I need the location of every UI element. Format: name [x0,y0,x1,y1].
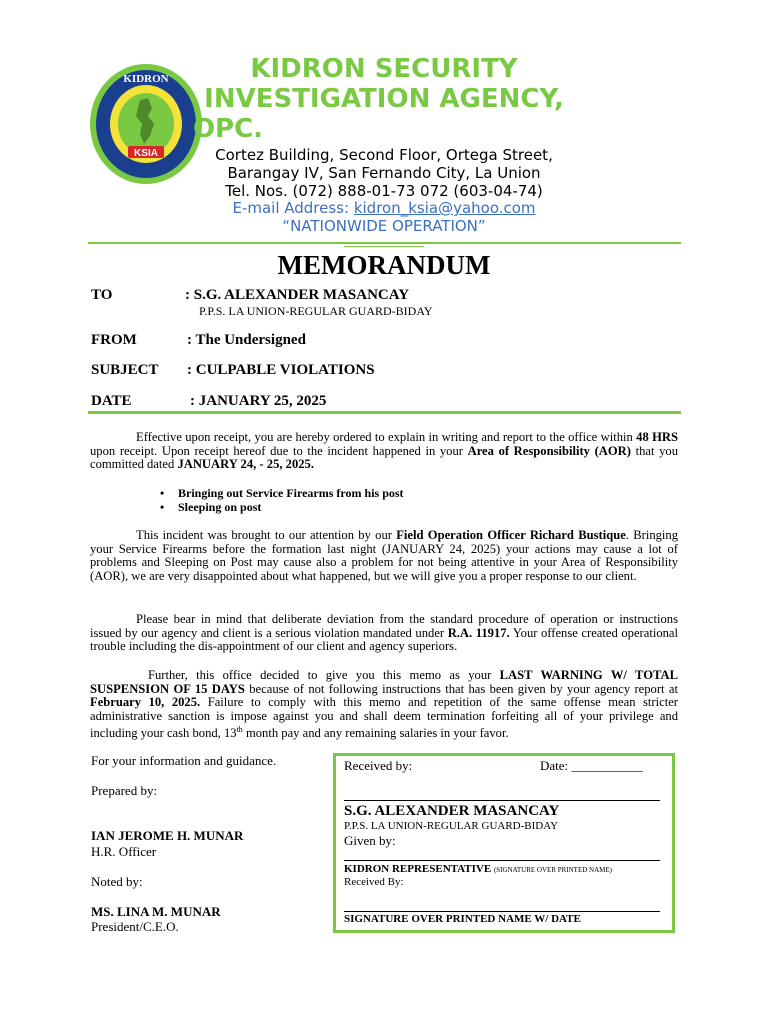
p2-text-c: . Bringing your Service Firearms before the formation last night (JANUARY 24, 2025) your actions may cause a lot of problems and Sleeping on Post may cause also a problem for not being attentive in your Area of Responsibility (AOR), we are very disappointed about what happened, but we will give you a proper response to our client. [90,528,679,583]
p4-sup: th [236,725,243,735]
noted-by-label: Noted by: [91,874,143,889]
header-divider-short [344,246,424,247]
prepared-by-label: Prepared by: [91,783,158,798]
p4-text-c: because of not following instructions that has been given by your agency report at [244,681,678,696]
paragraph-4 [90,669,678,741]
given-signature-line [344,860,660,861]
tagline: “NATIONWIDE OPERATION” [282,217,486,235]
receipt-name: S.G. ALEXANDER MASANCAY [344,803,560,819]
p4-text-a: Further, this office decided to give you this memo as your [148,668,500,682]
received-by2-label: Received By: [344,876,404,888]
p4-warning: LAST WARNING W/ TOTAL SUSPENSION OF 15 DAYS [90,668,678,696]
logo-badge-text: KSIA [134,148,158,159]
p2-text-a: This incident was brought to our attention by our [136,528,397,542]
info-line: For your information and guidance. [91,753,277,768]
p1-text-c: upon receipt. Upon receipt hereof due to the incident happened in your [90,443,468,458]
email-label: E-mail Address: [232,199,354,217]
receipt-post: P.P.S. LA UNION-REGULAR GUARD-BIDAY [344,820,559,832]
memo-header-divider [88,411,681,414]
ceo-title: President/C.E.O. [91,919,179,934]
telephone: Tel. Nos. (072) 888-01-73 072 (603-04-74) [225,182,543,200]
p3-law: R.A. 11917. [447,625,510,640]
email-link[interactable]: kidron_ksia@yahoo.com [353,199,536,217]
p1-text-a: Effective upon receipt, you are hereby ordered to explain in writing and report to the office within [136,430,637,444]
to-subtitle: P.P.S. LA UNION-REGULAR GUARD-BIDAY [199,304,433,318]
received-by-label: Received by: [344,758,413,773]
p2-officer: Field Operation Officer Richard Bustique [396,528,626,542]
p1-aor: Area of Responsibility (AOR) [467,443,631,458]
ceo-name: MS. LINA M. MUNAR [91,904,221,919]
p1-incident-date: JANUARY 24, - 25, 2025. [177,457,315,472]
date-label: DATE [91,393,132,409]
rep-note: (SIGNATURE OVER PRINTED NAME) [493,866,612,874]
p1-text-e: that you committed dated [90,443,678,472]
from-label: FROM [91,332,137,348]
header-divider [88,242,681,244]
p3-text-a: Please bear in mind that deliberate deviation from the standard procedure of operation or instructions issued by our agency and client is a serious violation mandated under [90,612,678,640]
p4-text-e: Failure to comply with this memo and repetition of the same offense mean stricter administrative sanction is impose against you and shall deem termination forfeiting all of your privilege and including your cash bond, 13 [90,695,678,741]
violation-item: • Bringing out Service Firearms from his post [160,486,660,500]
subject-value: : CULPABLE VIOLATIONS [187,362,375,378]
paragraph-2 [90,529,678,583]
received-signature-line [344,800,660,801]
paragraph-3 [90,613,678,654]
from-value: : The Undersigned [187,332,306,348]
logo-arc-top: KIDRON [123,73,169,85]
hr-officer-name: IAN JEROME H. MUNAR [91,828,244,843]
p1-deadline: 48 HRS [636,430,678,444]
email-line [0,199,768,217]
date-value: : JANUARY 25, 2025 [190,393,327,409]
agency-name-line1: KIDRON SECURITY [250,54,518,84]
rep-label: KIDRON REPRESENTATIVE [344,863,492,875]
final-signature-label: SIGNATURE OVER PRINTED NAME W/ DATE [344,913,581,925]
p4-report-date: February 10, 2025. [90,695,201,710]
agency-name-line2: INVESTIGATION AGENCY, [204,84,564,114]
final-signature-line [344,911,660,912]
p4-text-f: month pay and any remaining salaries in your favor. [242,726,509,741]
subject-label: SUBJECT [91,362,159,378]
address-line2: Barangay IV, San Fernando City, La Union [227,164,541,182]
agency-name-line3: OPC. [192,114,264,144]
paragraph-1 [90,431,678,472]
given-by-label: Given by: [344,833,396,848]
p3-text-c: Your offense created operational trouble including the dis-appointment of our client and agency superiors. [90,625,678,654]
to-label: TO [91,287,113,303]
violations-list [160,486,660,514]
violation-item: • Sleeping on post [160,500,660,514]
receipt-date-field[interactable]: Date: ___________ [540,758,643,773]
rep-line [344,863,612,875]
hr-officer-title: H.R. Officer [91,844,157,859]
to-value: : S.G. ALEXANDER MASANCAY [185,287,410,303]
address-line1: Cortez Building, Second Floor, Ortega Street, [215,146,553,164]
memo-title: MEMORANDUM [277,250,491,280]
